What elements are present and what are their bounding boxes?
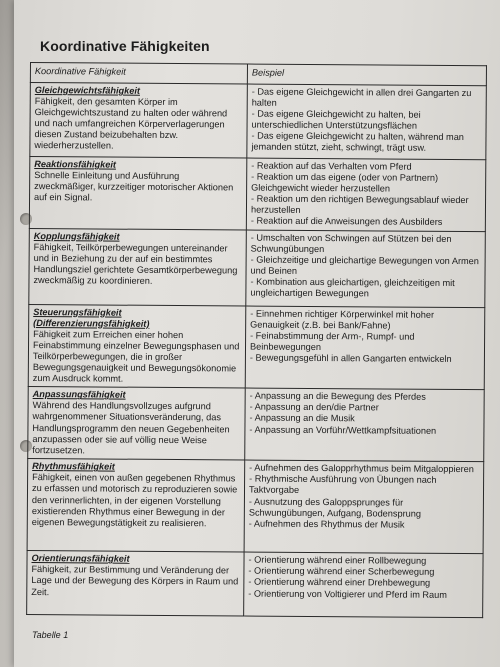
ability-name: Rhythmusfähigkeit <box>32 461 115 472</box>
table-row <box>27 459 484 554</box>
table-row <box>28 387 484 462</box>
ability-description: Fähigkeit zum Erreichen einer hohen Feinabstimmung einzelner Bewegungsphasen und Teilkörperbewegungen, die in großer Bewegungsgenauigkeit und Bewegungsökonomie zum Ausdruck kommt. <box>32 328 240 384</box>
table-row <box>29 228 486 307</box>
example-item: - Rhythmische Ausführung von Übungen nach Taktvorgabe <box>248 473 437 496</box>
ability-cell <box>28 304 246 388</box>
example-cell <box>246 230 486 308</box>
ability-name: Reaktionsfähigkeit <box>34 159 117 170</box>
example-item: - Aufnehmen des Rhythmus der Musik <box>248 518 405 530</box>
example-item: - Gleichzeitige und gleichartige Bewegungen von Armen und Beinen <box>250 254 479 276</box>
ability-description: Fähigkeit, den gesamten Körper im Gleichgewichtszustand zu halten oder während und nach umfangreichen Körperverlagerungen diesen Zustand beizubehalten bzw. wiederherzustellen. <box>34 96 228 152</box>
example-item: - Umschalten von Schwingen auf Stützen bei den Schwungübungen <box>250 232 452 254</box>
header-example: Beispiel <box>247 64 486 86</box>
ability-cell <box>27 459 245 553</box>
ability-name: Kopplungsfähigkeit <box>33 230 120 242</box>
example-item: - Reaktion um den richtigen Bewegungsablauf wieder herzustellen <box>250 193 469 216</box>
example-item: - Anpassung an die Musik <box>249 412 355 424</box>
ability-description: Fähigkeit, zur Bestimmung und Veränderung der Lage und der Bewegung des Körpers in Raum und Zeit. <box>31 564 239 597</box>
ability-description: Während des Handlungsvollzuges aufgrund wahrgenommener Situationsveränderung, das Handlungsprogramm den neuen Gegebenheiten anzupassen oder sie auf völlig neue Weise fortzusetzen. <box>32 400 230 456</box>
ability-cell <box>30 83 248 159</box>
table-row <box>29 157 485 232</box>
table-row <box>30 83 487 160</box>
ability-name: Anpassungsfähigkeit <box>32 389 126 400</box>
ability-description: Fähigkeit, Teilkörperbewegungen untereinander und in Beziehung zu der auf ein bestimmtes Handlungsziel gerichtete Gesamtkörperbewegung zweckmäßig zu koordinieren. <box>33 241 238 286</box>
example-item: - Anpassung an die Bewegung des Pferdes <box>249 390 426 402</box>
ability-name: Gleichgewichtsfähigkeit <box>34 85 141 96</box>
ability-cell <box>29 157 246 230</box>
example-item: - Reaktion auf das Verhalten vom Pferd <box>251 160 412 172</box>
example-item: - Anpassung an Vorführ/Wettkampfsituationen <box>249 424 437 436</box>
ability-name: Orientierungsfähigkeit <box>31 553 130 564</box>
example-item: - Kombination aus gleichartigen, gleichzeitigen mit ungleichartigen Bewegungen <box>250 276 455 299</box>
example-item: - Reaktion um das eigene (oder von Partnern) Gleichgewicht wieder herzustellen <box>251 171 439 194</box>
abilities-table <box>26 62 487 618</box>
example-item: - Das eigene Gleichgewicht zu halten, während man jemanden stützt, zieht, schwingt, trägt usw. <box>251 130 464 154</box>
table-body <box>27 83 487 618</box>
table-row <box>28 304 485 390</box>
example-item: - Ausnutzung des Galoppsprunges für Schwungübungen, Aufgang, Bodensprung <box>248 496 422 519</box>
example-item: - Orientierung während einer Scherbewegung <box>248 565 435 578</box>
ability-description: Schnelle Einleitung und Ausführung zweckmäßiger, kurzzeitiger motorischer Aktionen auf ein Signal. <box>34 170 234 203</box>
example-item: - Einnehmen richtiger Körperwinkel mit hoher Genauigkeit (z.B. bei Bank/Fahne) <box>250 308 435 331</box>
example-cell <box>247 84 487 160</box>
example-cell <box>244 552 483 618</box>
ability-cell <box>29 228 247 306</box>
table-row <box>27 551 483 618</box>
example-cell <box>244 460 484 554</box>
example-item: - Orientierung während einer Drehbewegung <box>248 576 431 589</box>
example-item: - Das eigene Gleichgewicht in allen drei Gangarten zu halten <box>251 86 472 108</box>
example-cell <box>246 158 485 231</box>
example-item: - Das eigene Gleichgewicht zu halten, bei unterschiedlichen Unterstützungsflächen <box>251 108 421 131</box>
example-cell <box>245 306 485 390</box>
ability-description: Fähigkeit, einen von außen gegebenen Rhythmus zu erfassen und motorisch zu reproduzieren sowie den verinnerlichten, in der eigenen Vorstellung existierenden Rhythmus einer Bewegung in der eigenen Bewegungstätigkeit zu realisieren. <box>31 472 238 528</box>
example-item: - Orientierung von Voltigierer und Pferd im Raum <box>248 588 447 600</box>
example-item: - Reaktion auf die Anweisungen des Ausbilders <box>250 216 443 228</box>
table-caption: Tabelle 1 <box>32 630 69 640</box>
ability-cell <box>28 387 245 461</box>
example-item: - Anpassung an den/die Partner <box>249 401 379 413</box>
example-cell <box>245 388 484 462</box>
document-title: Koordinative Fähigkeiten <box>40 38 210 54</box>
header-ability: Koordinative Fähigkeit <box>30 63 247 85</box>
example-item: - Orientierung während einer Rollbewegung <box>248 554 427 566</box>
ability-name: Steuerungsfähigkeit <box>33 306 122 318</box>
ability-subname: (Differenzierungsfähigkeit) <box>33 317 150 329</box>
example-item: - Bewegungsgefühl in allen Gangarten entwickeln <box>249 352 452 364</box>
example-item: - Aufnehmen des Galopprhythmus beim Mitgaloppieren <box>249 462 474 475</box>
example-item: - Feinabstimmung der Arm-, Rumpf- und Beinbewegungen <box>249 330 415 352</box>
ability-cell <box>27 551 244 617</box>
